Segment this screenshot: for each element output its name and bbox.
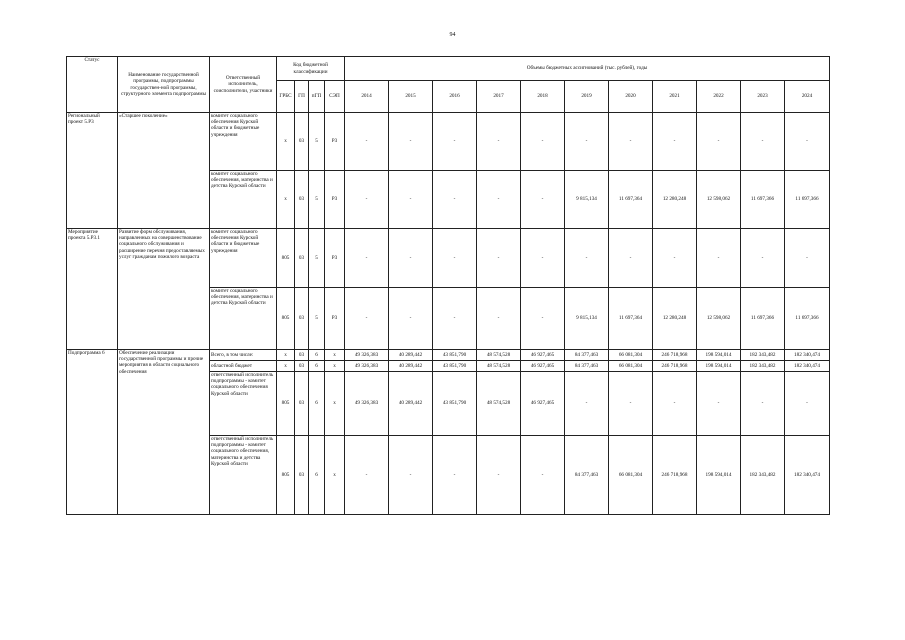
code-cell: 805	[277, 436, 295, 515]
value-cell: 11 697,364	[609, 171, 653, 229]
code-cell: Р3	[325, 171, 345, 229]
value-cell: 246 718,968	[653, 361, 697, 372]
code-cell: 03	[295, 361, 309, 372]
value-cell: 46 927,465	[521, 350, 565, 361]
value-cell: -	[609, 229, 653, 288]
name-cell: «Старшее поколение»	[118, 113, 210, 229]
value-cell: -	[785, 229, 830, 288]
value-cell: -	[477, 171, 521, 229]
value-cell: -	[653, 113, 697, 171]
code-cell: Р3	[325, 113, 345, 171]
value-cell: -	[389, 436, 433, 515]
header-year: 2014	[345, 81, 389, 113]
table-row	[67, 350, 830, 361]
value-cell: -	[345, 171, 389, 229]
value-cell: -	[477, 229, 521, 288]
header-status: Статус	[67, 57, 118, 113]
value-cell: -	[565, 113, 609, 171]
code-cell: 03	[295, 372, 309, 436]
value-cell: -	[433, 436, 477, 515]
table-row	[67, 113, 830, 171]
value-cell: -	[477, 436, 521, 515]
value-cell: -	[433, 171, 477, 229]
value-cell: 46 927,465	[521, 361, 565, 372]
table-body	[67, 113, 830, 515]
header-year: 2022	[697, 81, 741, 113]
code-cell: 6	[309, 372, 325, 436]
executor-cell: комитет социального обеспечения, материнства и детства Курской области	[210, 171, 277, 229]
code-cell: х	[325, 350, 345, 361]
value-cell: -	[433, 113, 477, 171]
value-cell: 40 289,442	[389, 372, 433, 436]
value-cell: 11 697,366	[785, 288, 830, 350]
header-funding: Объемы бюджетных ассигнований (тыс. рублей), годы	[345, 57, 830, 81]
value-cell: -	[521, 436, 565, 515]
value-cell: -	[565, 372, 609, 436]
value-cell: -	[697, 372, 741, 436]
value-cell: 198 594,014	[697, 361, 741, 372]
value-cell: 49 326,383	[345, 350, 389, 361]
value-cell: -	[477, 288, 521, 350]
status-cell: Региональный проект 5.Р3	[67, 113, 118, 229]
status-cell: Подпрограмма 6	[67, 350, 118, 515]
value-cell: 198 594,014	[697, 436, 741, 515]
value-cell: 66 081,304	[609, 436, 653, 515]
value-cell: -	[521, 171, 565, 229]
value-cell: 66 081,304	[609, 361, 653, 372]
value-cell: 43 851,790	[433, 372, 477, 436]
value-cell: -	[565, 229, 609, 288]
code-cell: 5	[309, 171, 325, 229]
code-cell: 6	[309, 350, 325, 361]
code-cell: х	[277, 171, 295, 229]
header-code: пГП	[309, 81, 325, 113]
header-code: ГРБС	[277, 81, 295, 113]
value-cell: -	[697, 113, 741, 171]
code-cell: 5	[309, 288, 325, 350]
code-cell: 03	[295, 288, 309, 350]
status-cell: Мероприятие проекта 5.Р3.1	[67, 229, 118, 350]
code-cell: х	[325, 372, 345, 436]
code-cell: Р3	[325, 229, 345, 288]
value-cell: 12 280,248	[653, 171, 697, 229]
code-cell: 6	[309, 361, 325, 372]
value-cell: -	[697, 229, 741, 288]
value-cell: 66 081,304	[609, 350, 653, 361]
value-cell: 11 697,366	[785, 171, 830, 229]
header-budget-code: Код бюджетной классификации	[277, 57, 345, 81]
code-cell: 03	[295, 350, 309, 361]
header-executor: Ответственный исполнитель, соисполнители, участники	[210, 57, 277, 113]
executor-cell: Всего, в том числе:	[210, 350, 277, 361]
code-cell: х	[277, 350, 295, 361]
name-cell: Развитие форм обслуживания, направленных на совершенствование социального обслуживания и расширение перечня предоставляемых услуг гражданам пожилого возраста	[118, 229, 210, 350]
header-year: 2019	[565, 81, 609, 113]
value-cell: 9 815,134	[565, 171, 609, 229]
value-cell: -	[609, 372, 653, 436]
value-cell: 11 697,364	[609, 288, 653, 350]
value-cell: -	[477, 113, 521, 171]
code-cell: 805	[277, 372, 295, 436]
value-cell: 84 377,463	[565, 350, 609, 361]
value-cell: -	[785, 113, 830, 171]
executor-cell: ответственный исполнитель подпрограммы - комитет социального обеспечения, материнства и детства Курской области	[210, 436, 277, 515]
code-cell: Р3	[325, 288, 345, 350]
executor-cell: комитет социального обеспечения Курской области и бюджетные учреждения	[210, 229, 277, 288]
header-year: 2015	[389, 81, 433, 113]
executor-cell: комитет социального обеспечения Курской области и бюджетные учреждения	[210, 113, 277, 171]
value-cell: -	[741, 229, 785, 288]
header-year: 2023	[741, 81, 785, 113]
value-cell: 182 340,474	[785, 350, 830, 361]
code-cell: х	[277, 361, 295, 372]
value-cell: 182 343,482	[741, 436, 785, 515]
value-cell: 49 326,383	[345, 372, 389, 436]
value-cell: -	[433, 229, 477, 288]
name-cell: Обеспечение реализации государственной программы и прочие мероприятия в области социального обеспечения	[118, 350, 210, 515]
value-cell: 84 377,463	[565, 361, 609, 372]
header-year: 2018	[521, 81, 565, 113]
value-cell: 246 718,968	[653, 436, 697, 515]
value-cell: 182 343,482	[741, 361, 785, 372]
header-year: 2017	[477, 81, 521, 113]
table-row	[67, 229, 830, 288]
value-cell: 48 574,528	[477, 372, 521, 436]
value-cell: 40 289,442	[389, 361, 433, 372]
page-number: 94	[449, 32, 456, 38]
header-year: 2024	[785, 81, 830, 113]
value-cell: 246 718,968	[653, 350, 697, 361]
value-cell: -	[653, 372, 697, 436]
header-year: 2016	[433, 81, 477, 113]
value-cell: -	[389, 171, 433, 229]
value-cell: -	[389, 113, 433, 171]
value-cell: 84 377,463	[565, 436, 609, 515]
budget-table	[66, 56, 830, 515]
value-cell: 48 574,528	[477, 350, 521, 361]
value-cell: 48 574,528	[477, 361, 521, 372]
value-cell: 11 697,366	[741, 171, 785, 229]
value-cell: -	[389, 288, 433, 350]
value-cell: 43 851,790	[433, 361, 477, 372]
value-cell: 12 598,062	[697, 288, 741, 350]
value-cell: -	[785, 372, 830, 436]
value-cell: 49 326,383	[345, 361, 389, 372]
value-cell: -	[389, 229, 433, 288]
value-cell: 40 289,442	[389, 350, 433, 361]
code-cell: 03	[295, 171, 309, 229]
header-code: ГП	[295, 81, 309, 113]
value-cell: 182 340,474	[785, 361, 830, 372]
code-cell: 03	[295, 229, 309, 288]
value-cell: -	[345, 436, 389, 515]
value-cell: 9 815,134	[565, 288, 609, 350]
value-cell: 182 343,482	[741, 350, 785, 361]
value-cell: 12 598,062	[697, 171, 741, 229]
value-cell: -	[345, 229, 389, 288]
value-cell: 11 697,366	[741, 288, 785, 350]
code-cell: х	[325, 436, 345, 515]
header-code: СЭП	[325, 81, 345, 113]
value-cell: 43 851,790	[433, 350, 477, 361]
executor-cell: ответственный исполнитель подпрограммы - комитет социального обеспечения Курской области	[210, 372, 277, 436]
code-cell: 5	[309, 229, 325, 288]
value-cell: -	[653, 229, 697, 288]
executor-cell: комитет социального обеспечения, материнства и детства Курской области	[210, 288, 277, 350]
value-cell: -	[521, 288, 565, 350]
code-cell: 03	[295, 113, 309, 171]
code-cell: 5	[309, 113, 325, 171]
header-year: 2021	[653, 81, 697, 113]
code-cell: 6	[309, 436, 325, 515]
value-cell: 182 340,474	[785, 436, 830, 515]
value-cell: -	[609, 113, 653, 171]
code-cell: 03	[295, 436, 309, 515]
value-cell: 198 594,014	[697, 350, 741, 361]
value-cell: -	[741, 372, 785, 436]
value-cell: -	[521, 229, 565, 288]
code-cell: х	[325, 361, 345, 372]
header-year: 2020	[609, 81, 653, 113]
value-cell: 46 927,465	[521, 372, 565, 436]
value-cell: -	[345, 113, 389, 171]
header-name: Наименование государственной программы, подпрограммы государствен-ной программы, структурного элемента подпрограммы	[118, 57, 210, 113]
value-cell: -	[741, 113, 785, 171]
value-cell: -	[521, 113, 565, 171]
code-cell: х	[277, 113, 295, 171]
value-cell: -	[345, 288, 389, 350]
value-cell: -	[433, 288, 477, 350]
executor-cell: областной бюджет	[210, 361, 277, 372]
code-cell: 805	[277, 288, 295, 350]
code-cell: 805	[277, 229, 295, 288]
value-cell: 12 280,248	[653, 288, 697, 350]
